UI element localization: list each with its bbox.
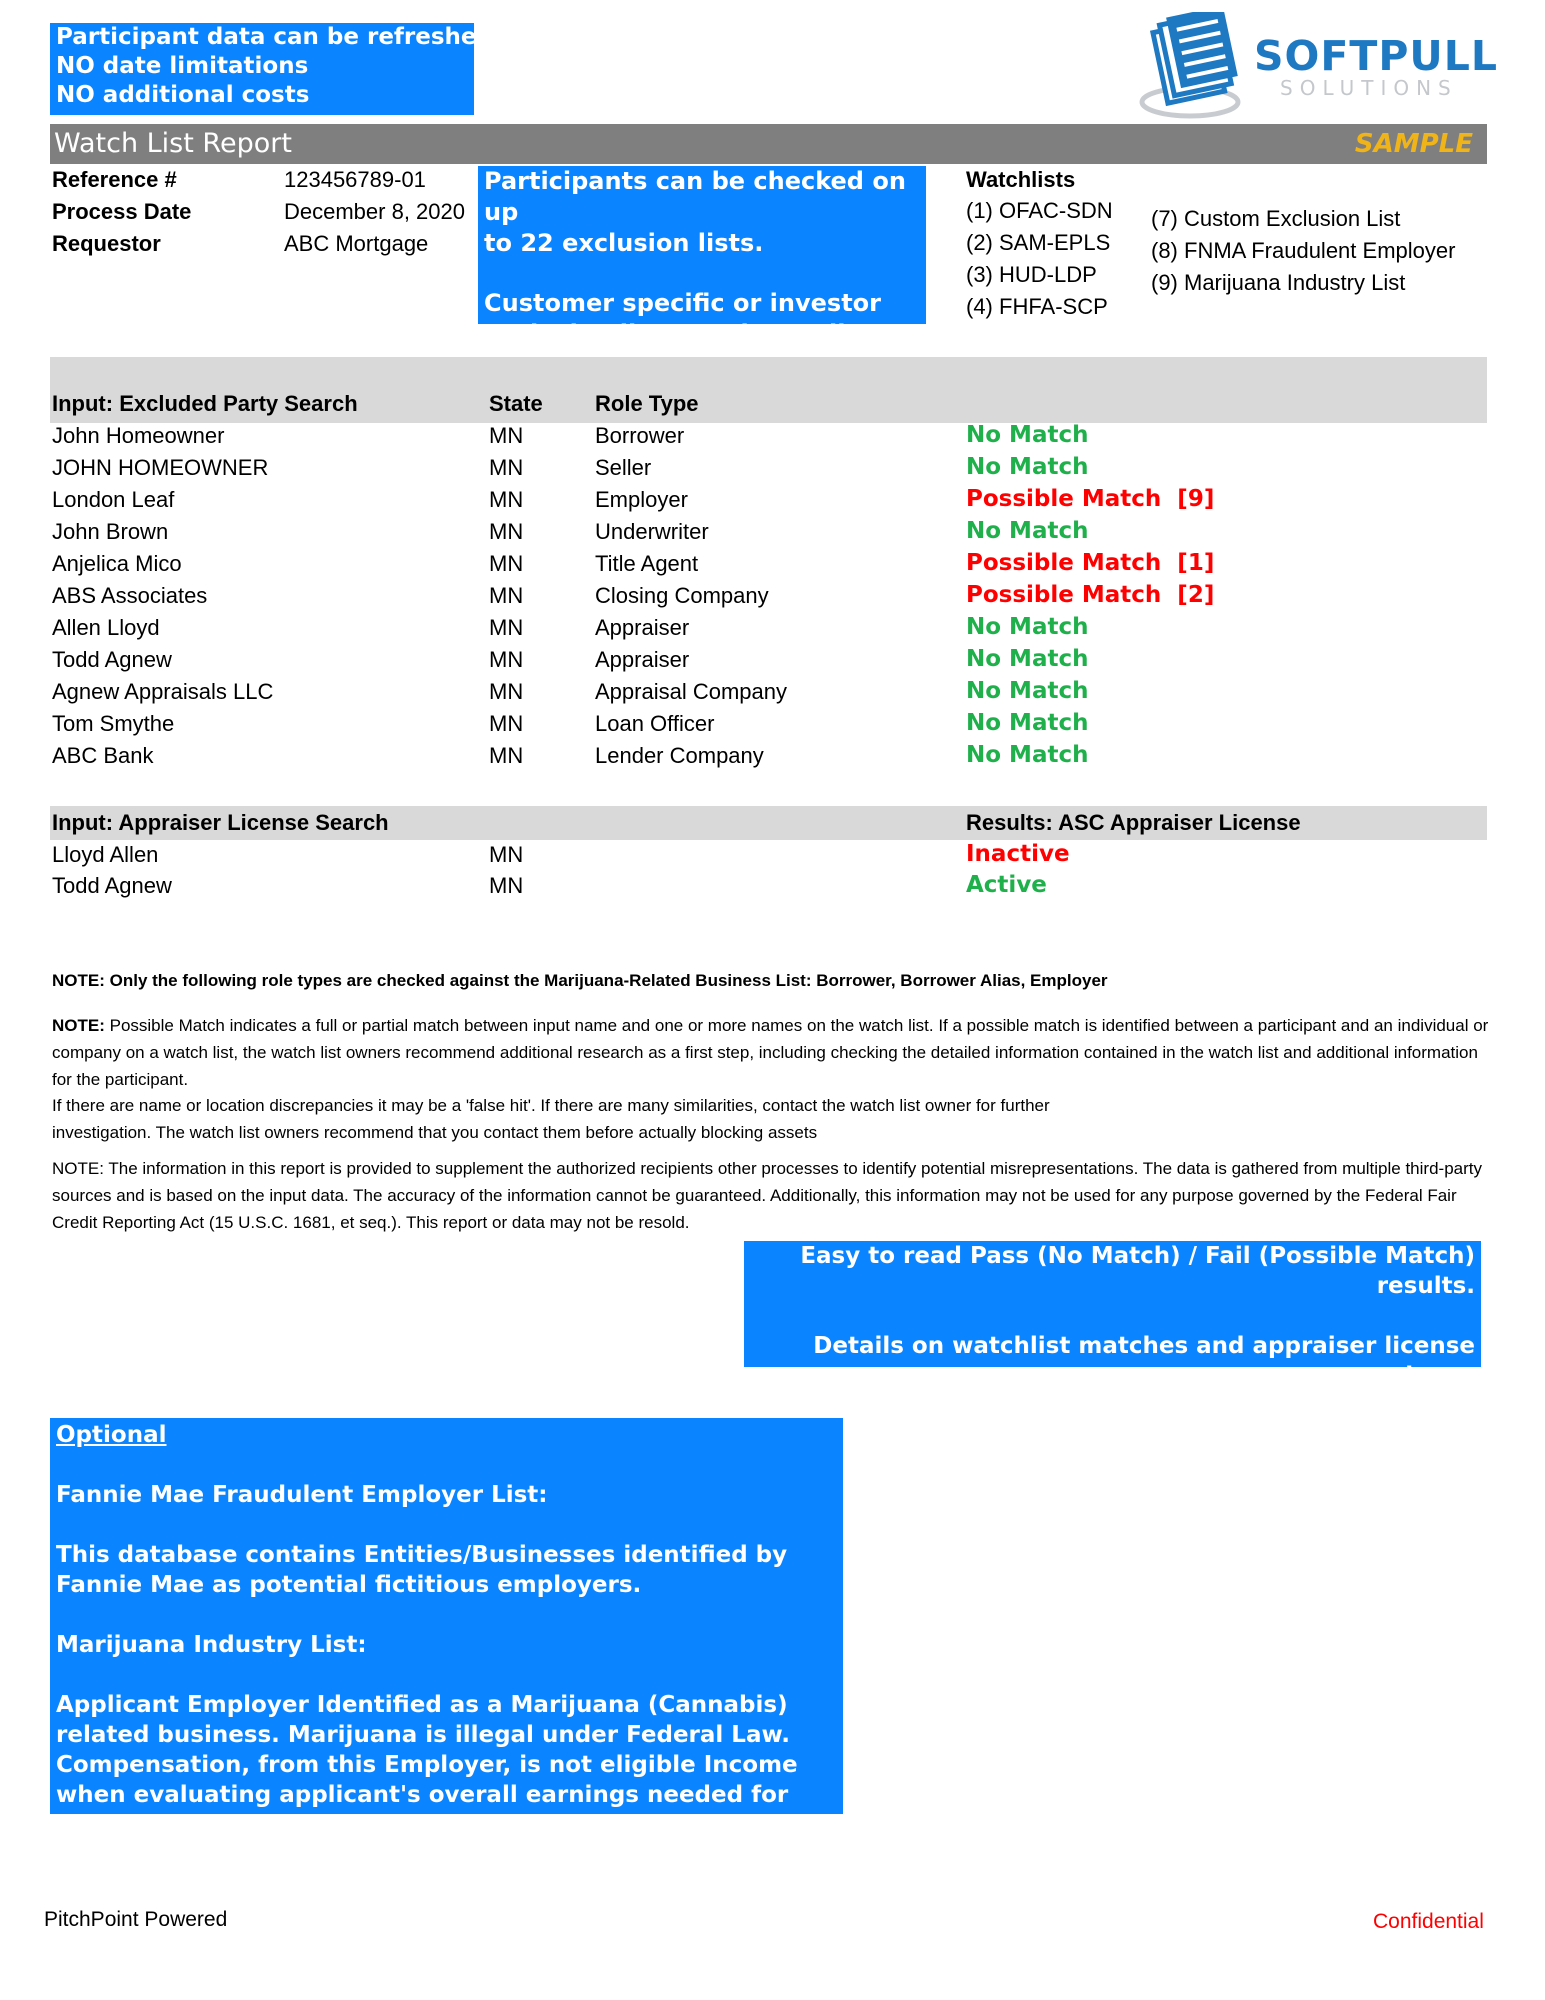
row-name: Anjelica Mico: [52, 551, 182, 576]
title-bar: [50, 124, 1487, 164]
excluded-party-header-role: Role Type: [595, 391, 699, 416]
callout-line: Easy to read Pass (No Match) / Fail (Possible Match) results.: [800, 1243, 1475, 1299]
callout-line: NO additional costs: [56, 82, 310, 108]
sample-label: SAMPLE: [1354, 129, 1473, 159]
false-hit-note-line1: If there are name or location discrepancies it may be a 'false hit'. If there are many similarities, contact the watch list owner for further: [52, 1096, 1050, 1115]
watchlist-item: (9) Marijuana Industry List: [1151, 270, 1406, 295]
row-role: Closing Company: [595, 583, 769, 608]
reference-value: 123456789-01: [284, 167, 426, 192]
row-state: MN: [489, 519, 524, 544]
excluded-party-header-name: Input: Excluded Party Search: [52, 391, 358, 416]
row-result: Possible Match [9]: [966, 486, 1215, 512]
requestor-value: ABC Mortgage: [284, 231, 429, 256]
row-role: Seller: [595, 455, 652, 480]
process-date-value: December 8, 2020: [284, 199, 465, 224]
refresh-callout: [50, 23, 503, 115]
callout-line: Details on watchlist matches and appraiser license shown: [813, 1333, 1475, 1389]
fnma-title: Fannie Mae Fraudulent Employer List:: [56, 1482, 548, 1508]
callout-line: Participants can be checked on up: [484, 167, 906, 226]
row-name: JOHN HOMEOWNER: [52, 455, 269, 480]
logo-tagline: SOLUTIONS: [1280, 76, 1458, 100]
callout-line: NO date limitations: [56, 53, 309, 79]
callout-line: Participant data can be refreshed:: [56, 24, 503, 50]
callout-line: on subsequent pages.: [1188, 1393, 1475, 1419]
license-row-state: MN: [489, 873, 524, 898]
report-title: Watch List Report: [54, 128, 292, 159]
license-row-state: MN: [489, 842, 524, 867]
row-result: No Match: [966, 518, 1089, 544]
row-result: No Match: [966, 614, 1089, 640]
row-role: Borrower: [595, 423, 685, 448]
mj-text: Applicant Employer Identified as a Marijuana (Cannabis) related business. Marijuana is illegal under Federal Law. Compensation, from this Employer, is not eligible Income when evaluating applicant's overall earnings needed for loan underwriting.: [56, 1692, 798, 1838]
row-state: MN: [489, 743, 524, 768]
fnma-text: This database contains Entities/Businesses identified by Fannie Mae as potential fictitious employers.: [56, 1542, 788, 1598]
watchlist-item: (2) SAM-EPLS: [966, 230, 1111, 255]
row-state: MN: [489, 615, 524, 640]
row-name: ABC Bank: [52, 743, 154, 768]
row-result: No Match: [966, 710, 1089, 736]
row-role: Title Agent: [595, 551, 699, 576]
document-stack-icon: [1138, 12, 1258, 122]
disclaimer-note: NOTE: The information in this report is provided to supplement the authorized recipients other processes to identify potential misrepresentations. The data is gathered from multiple third-party sources and is based on the input data. The accuracy of the information cannot be guaranteed. Additionally, this information may not be used for any purpose governed by the Federal Fair Credit Reporting Act (15 U.S.C. 1681, et seq.). This report or data may not be resold.: [52, 1159, 1482, 1232]
row-name: London Leaf: [52, 487, 175, 512]
row-role: Underwriter: [595, 519, 709, 544]
logo-name: SOFTPULL: [1254, 32, 1498, 80]
watchlists-heading: Watchlists: [966, 167, 1076, 192]
row-name: Allen Lloyd: [52, 615, 160, 640]
row-name: Agnew Appraisals LLC: [52, 679, 274, 704]
license-row-result: Inactive: [966, 841, 1070, 867]
reference-label: Reference #: [52, 167, 177, 192]
row-state: MN: [489, 679, 524, 704]
row-state: MN: [489, 647, 524, 672]
false-hit-note-line2: investigation. The watch list owners recommend that you contact them before actually blocking assets: [52, 1123, 818, 1142]
row-name: John Homeowner: [52, 423, 225, 448]
license-row-result: Active: [966, 872, 1047, 898]
results-callout: [744, 1241, 1481, 1419]
row-name: ABS Associates: [52, 583, 208, 608]
marijuana-note: NOTE: Only the following role types are checked against the Marijuana-Related Business List: Borrower, Borrower Alias, Employer: [52, 971, 1108, 990]
footer-powered-by: PitchPoint Powered: [44, 1908, 228, 1931]
watchlist-item: (4) FHFA-SCP: [966, 294, 1108, 319]
row-state: MN: [489, 711, 524, 736]
license-row-name: Todd Agnew: [52, 873, 172, 898]
note-text: Possible Match indicates a full or partial match between input name and one or more names on the watch list. If a possible match is identified between a participant and an individual or company on a watch list, the watch list owners recommend additional research as a first step, including checking the detailed information contained in the watch list and additional information for the participant.: [52, 1016, 1489, 1089]
watchlist-item: (1) OFAC-SDN: [966, 198, 1113, 223]
row-state: MN: [489, 455, 524, 480]
row-role: Employer: [595, 487, 688, 512]
callout-line: to 22 exclusion lists.: [484, 229, 764, 257]
row-result: No Match: [966, 422, 1089, 448]
row-result: No Match: [966, 742, 1089, 768]
row-role: Appraiser: [595, 647, 690, 672]
row-result: No Match: [966, 646, 1089, 672]
watchlist-item: (8) FNMA Fraudulent Employer: [1151, 238, 1456, 263]
optional-callout: [50, 1418, 843, 1838]
row-name: John Brown: [52, 519, 169, 544]
watchlist-item: (7) Custom Exclusion List: [1151, 206, 1401, 231]
excluded-party-header-state: State: [489, 391, 543, 416]
callout-line: exclusion lists can be easily: [484, 320, 862, 348]
row-state: MN: [489, 583, 524, 608]
optional-heading: Optional: [56, 1422, 167, 1448]
footer-confidential: Confidential: [1373, 1910, 1484, 1933]
callout-line: Customer specific or investor: [484, 289, 881, 317]
note-label: NOTE:: [52, 1016, 105, 1035]
row-role: Appraisal Company: [595, 679, 787, 704]
possible-match-note: [52, 1012, 1492, 1093]
row-role: Lender Company: [595, 743, 764, 768]
row-role: Appraiser: [595, 615, 690, 640]
mj-title: Marijuana Industry List:: [56, 1632, 367, 1658]
row-role: Loan Officer: [595, 711, 715, 736]
row-state: MN: [489, 487, 524, 512]
appraiser-license-header-input: Input: Appraiser License Search: [52, 810, 389, 835]
row-result: Possible Match [1]: [966, 550, 1215, 576]
watchlist-item: (3) HUD-LDP: [966, 262, 1097, 287]
row-result: Possible Match [2]: [966, 582, 1215, 608]
softpull-logo: [1138, 12, 1498, 122]
row-name: Todd Agnew: [52, 647, 172, 672]
exclusion-callout: [478, 166, 926, 348]
process-date-label: Process Date: [52, 199, 192, 224]
row-result: No Match: [966, 678, 1089, 704]
row-state: MN: [489, 423, 524, 448]
appraiser-license-header-results: Results: ASC Appraiser License: [966, 810, 1301, 835]
requestor-label: Requestor: [52, 231, 161, 256]
license-row-name: Lloyd Allen: [52, 842, 159, 867]
row-name: Tom Smythe: [52, 711, 175, 736]
row-state: MN: [489, 551, 524, 576]
row-result: No Match: [966, 454, 1089, 480]
